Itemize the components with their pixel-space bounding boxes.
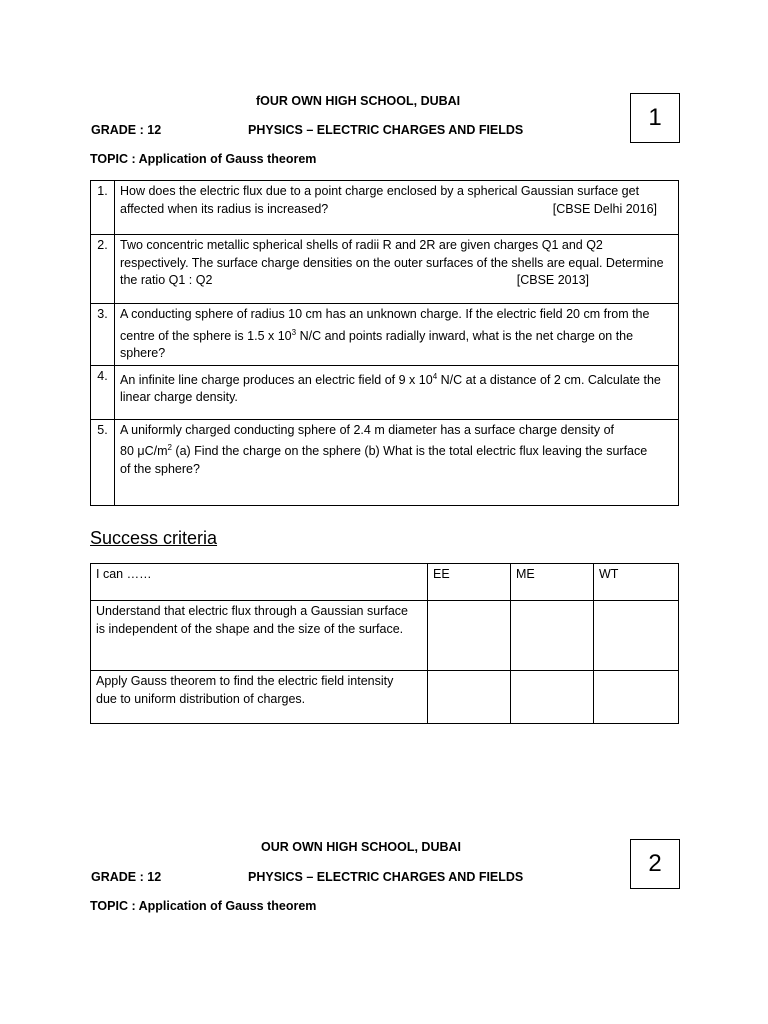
header-me: ME — [511, 564, 594, 601]
question-line: of the sphere? — [120, 461, 200, 476]
grade-label: GRADE : 12 — [91, 870, 162, 884]
question-citation: [CBSE 2013] — [516, 273, 589, 287]
question-text — [115, 181, 679, 235]
superscript: 4 — [432, 371, 438, 381]
grade-label: GRADE : 12 — [91, 123, 162, 137]
criteria-row — [91, 601, 679, 671]
page-number-box — [630, 839, 680, 889]
school-title: OUR OWN HIGH SCHOOL, DUBAI — [261, 840, 461, 854]
question-line: N/C at a distance of 2 cm. Calculate the — [437, 372, 661, 387]
question-number: 4. — [91, 365, 115, 419]
question-number: 3. — [91, 304, 115, 366]
page-number: 1 — [648, 104, 662, 131]
question-line: An infinite line charge produces an electric field of 9 x 10 — [120, 372, 433, 387]
questions-table — [90, 180, 679, 506]
header-i-can: I can …… — [91, 564, 428, 601]
question-line: linear charge density. — [120, 390, 238, 405]
subject-label: PHYSICS – ELECTRIC CHARGES AND FIELDS — [248, 123, 524, 137]
question-line: A uniformly charged conducting sphere of 2.4 m diameter has a surface charge density of — [120, 422, 615, 437]
criteria-line: Apply Gauss theorem to find the electric field intensity — [96, 674, 394, 688]
question-line: centre of the sphere is 1.5 x 10 — [120, 328, 292, 343]
question-line: How does the electric flux due to a point charge enclosed by a spherical Gaussian surface get — [120, 184, 640, 198]
question-row — [91, 235, 679, 304]
ee-cell[interactable] — [428, 671, 511, 724]
success-criteria-title: Success criteria — [90, 528, 218, 548]
success-criteria-table — [90, 563, 679, 724]
subject-label: PHYSICS – ELECTRIC CHARGES AND FIELDS — [248, 870, 524, 884]
question-line: A conducting sphere of radius 10 cm has an unknown charge. If the electric field 20 cm from the — [120, 307, 650, 321]
question-number: 1. — [91, 181, 115, 235]
question-row — [91, 365, 679, 419]
page-number-box — [630, 93, 680, 143]
question-row — [91, 181, 679, 235]
superscript: 3 — [291, 327, 297, 337]
criteria-line: is independent of the shape and the size of the surface. — [96, 621, 404, 636]
question-text — [115, 419, 679, 505]
criteria-text — [91, 671, 428, 724]
page-number: 2 — [648, 850, 662, 877]
question-number: 2. — [91, 235, 115, 304]
question-text — [115, 304, 679, 366]
question-line: affected when its radius is increased? — [120, 201, 329, 216]
question-line: the ratio Q1 : Q2 — [120, 273, 213, 287]
wt-cell[interactable] — [594, 671, 679, 724]
criteria-text — [91, 601, 428, 671]
school-title: fOUR OWN HIGH SCHOOL, DUBAI — [256, 94, 461, 108]
ee-cell[interactable] — [428, 601, 511, 671]
criteria-row — [91, 671, 679, 724]
wt-cell[interactable] — [594, 601, 679, 671]
criteria-line: Understand that electric flux through a Gaussian surface — [96, 604, 408, 618]
header-wt: WT — [594, 564, 679, 601]
me-cell[interactable] — [511, 671, 594, 724]
topic-label: TOPIC : Application of Gauss theorem — [90, 899, 317, 913]
question-row — [91, 419, 679, 505]
header-ee: EE — [428, 564, 511, 601]
criteria-header-row — [91, 564, 679, 601]
criteria-line: due to uniform distribution of charges. — [96, 691, 306, 706]
question-text — [115, 235, 679, 304]
question-text — [115, 365, 679, 419]
me-cell[interactable] — [511, 601, 594, 671]
question-line: N/C and points radially inward, what is the net charge on the — [296, 328, 634, 343]
question-line: 80 μC/m — [120, 444, 168, 459]
question-row — [91, 304, 679, 366]
question-citation: [CBSE Delhi 2016] — [552, 201, 657, 216]
question-line: (a) Find the charge on the sphere (b) What is the total electric flux leaving the surface — [171, 444, 648, 459]
superscript: 2 — [167, 443, 172, 453]
question-line: sphere? — [120, 346, 166, 361]
question-line: respectively. The surface charge densities on the outer surfaces of the shells are equal. Determine — [120, 255, 664, 270]
topic-label: TOPIC : Application of Gauss theorem — [90, 152, 317, 166]
question-number: 5. — [91, 419, 115, 505]
question-line: Two concentric metallic spherical shells of radii R and 2R are given charges Q1 and Q2 — [120, 238, 603, 252]
